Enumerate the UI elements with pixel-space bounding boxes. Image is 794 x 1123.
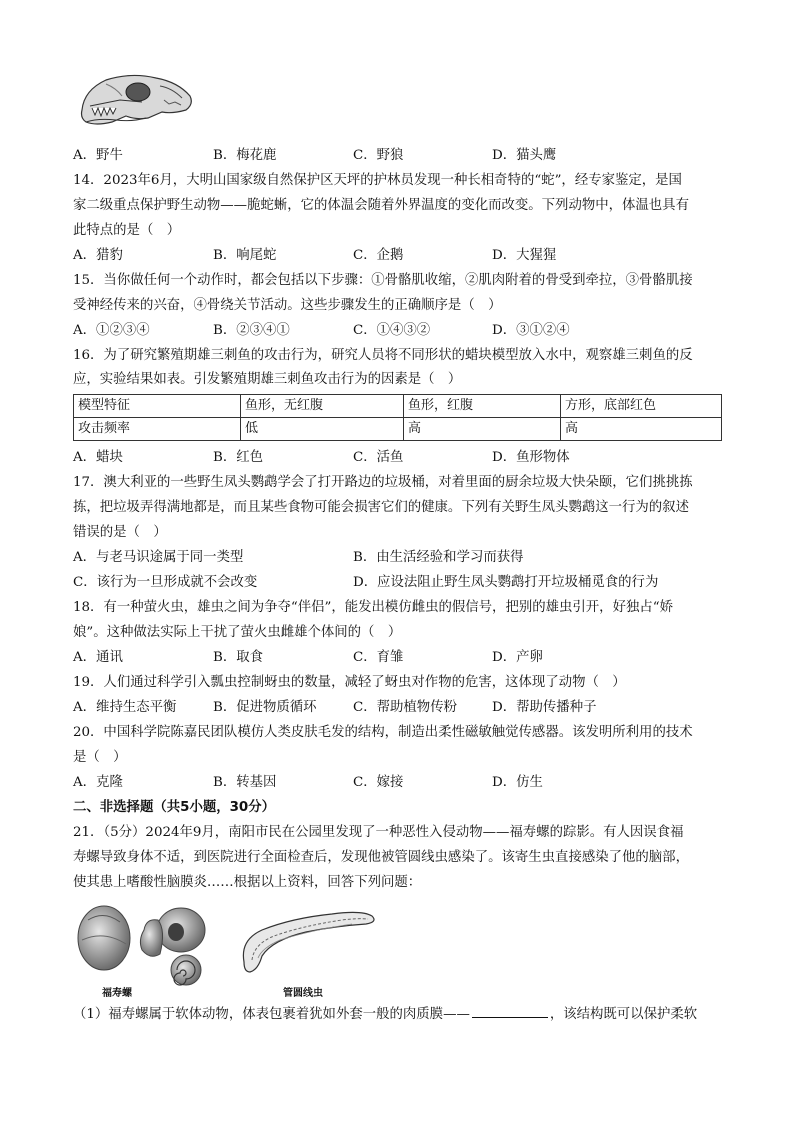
q18-options [73, 648, 733, 668]
q13-option-a[interactable]: A．野牛 [73, 148, 123, 163]
q18-option-d[interactable]: D．产卵 [492, 650, 543, 665]
q14-option-b[interactable]: B．响尾蛇 [213, 248, 277, 263]
q16-option-d[interactable]: D．鱼形物体 [492, 450, 570, 465]
q18-text-line-2: 娘”。这种做法实际上干扰了萤火虫雌雄个体间的（ ） [73, 625, 402, 640]
table-cell: 鱼形，红腹 [404, 395, 561, 418]
q17-option-b[interactable]: B．由生活经验和学习而获得 [353, 550, 524, 565]
q17-options-row-2 [73, 573, 733, 593]
q16-text-line-2: 应，实验结果如表。引发繁殖期雄三刺鱼攻击行为的因素是（ ） [73, 372, 462, 387]
q20-option-a[interactable]: A．克隆 [73, 775, 123, 790]
table-cell: 鱼形，无红腹 [241, 395, 404, 418]
q20-option-b[interactable]: B．转基因 [213, 775, 277, 790]
q17-options-row-1 [73, 548, 733, 568]
q14-text-line-1: 14．2023年6月，大明山国家级自然保护区天坪的护林员发现一种长相奇特的“蛇”，经专家鉴定，是国 [73, 173, 682, 188]
q21-sub1-text-before: （1）福寿螺属于软体动物，体表包裹着犹如外套一般的肉质膜—— [73, 1007, 470, 1022]
section-2-title: 二、非选择题（共5小题，30分） [73, 800, 276, 815]
q21-sub1-text-after: ，该结构既可以保护柔软 [549, 1007, 698, 1022]
q15-option-c[interactable]: C．①④③② [353, 323, 431, 338]
q15-option-b[interactable]: B．②③④① [213, 323, 290, 338]
q20-option-d[interactable]: D．仿生 [492, 775, 543, 790]
q19-option-c[interactable]: C．帮助植物传粉 [353, 700, 457, 715]
q21-text-line-1: 21．（5分）2024年9月，南阳市民在公园里发现了一种恶性入侵动物——福寿螺的踪影。有人因误食福 [73, 825, 684, 840]
q19-option-a[interactable]: A．维持生态平衡 [73, 700, 177, 715]
q15-option-a[interactable]: A．①②③④ [73, 323, 150, 338]
q18-option-a[interactable]: A．通讯 [73, 650, 123, 665]
q16-option-b[interactable]: B．红色 [213, 450, 264, 465]
q19-option-d[interactable]: D．帮助传播种子 [492, 700, 597, 715]
q18-option-b[interactable]: B．取食 [213, 650, 264, 665]
q17-text-line-2: 拣，把垃圾弄得满地都是，而且某些食物可能会损害它们的健康。下列有关野生凤头鹦鹉这一行为的叙述 [73, 500, 689, 515]
q21-sub1-line [73, 1003, 697, 1025]
q15-option-d[interactable]: D．③①②④ [492, 323, 570, 338]
q14-options [73, 246, 733, 266]
q17-text-line-3: 错误的是（ ） [73, 525, 167, 540]
q14-text-line-2: 家二级重点保护野生动物——脆蛇蜥，它的体温会随着外界温度的变化而改变。下列动物中，体温也具有 [73, 198, 689, 213]
table-cell: 低 [241, 418, 404, 441]
q16-option-c[interactable]: C．活鱼 [353, 450, 404, 465]
q18-text-line-1: 18．有一种萤火虫，雄虫之间为争夺“伴侣”，能发出模仿雌虫的假信号，把别的雄虫引开，好独占“娇 [73, 600, 673, 615]
q20-option-c[interactable]: C．嫁接 [353, 775, 404, 790]
q15-text-line-1: 15．当你做任何一个动作时，都会包括以下步骤：①骨骼肌收缩，②肌肉附着的骨受到牵拉，③骨骼肌接 [73, 273, 693, 288]
q21-text-line-3: 使其患上嗜酸性脑膜炎……根据以上资料，回答下列问题： [73, 875, 422, 890]
table-row [74, 418, 722, 441]
q21-text-line-2: 寿螺导致身体不适，到医院进行全面检查后，发现他被管圆线虫感染了。该寄生虫直接感染了他的脑部， [73, 850, 689, 865]
q20-options [73, 773, 733, 793]
q16-options [73, 448, 733, 468]
table-cell: 模型特征 [74, 395, 241, 418]
q20-text-line-2: 是（ ） [73, 750, 127, 765]
q17-option-d[interactable]: D．应设法阻止野生凤头鹦鹉打开垃圾桶觅食的行为 [353, 575, 659, 590]
q14-option-d[interactable]: D．大猩猩 [492, 248, 557, 263]
answer-blank[interactable] [472, 1003, 548, 1018]
apple-snail-caption: 福寿螺 [102, 988, 132, 999]
q15-text-line-2: 受神经传来的兴奋，④骨绕关节活动。这些步骤发生的正确顺序是（ ） [73, 298, 502, 313]
q13-option-c[interactable]: C．野狼 [353, 148, 404, 163]
q19-text-line-1: 19．人们通过科学引入瓢虫控制蚜虫的数量，减轻了蚜虫对作物的危害，这体现了动物（ ） [73, 675, 626, 690]
q18-option-c[interactable]: C．育雏 [353, 650, 404, 665]
q13-options [73, 146, 733, 166]
apple-snail-image [74, 900, 224, 988]
q15-options [73, 321, 733, 341]
q14-option-a[interactable]: A．猎豹 [73, 248, 123, 263]
experiment-table [73, 394, 722, 441]
q14-text-line-3: 此特点的是（ ） [73, 223, 181, 238]
table-row [74, 395, 722, 418]
angiostrongylus-worm-image [232, 900, 382, 980]
q14-option-c[interactable]: C．企鹅 [353, 248, 404, 263]
table-cell: 方形，底部红色 [561, 395, 722, 418]
angiostrongylus-worm-caption: 管圆线虫 [283, 988, 323, 999]
q20-text-line-1: 20．中国科学院陈嘉民团队模仿人类皮肤毛发的结构，制造出柔性磁敏触觉传感器。该发明所利用的技术 [73, 725, 693, 740]
animal-skull-image [76, 70, 196, 132]
q17-option-a[interactable]: A．与老马识途属于同一类型 [73, 550, 244, 565]
q13-option-b[interactable]: B．梅花鹿 [213, 148, 277, 163]
table-cell: 高 [404, 418, 561, 441]
table-cell: 高 [561, 418, 722, 441]
q16-text-line-1: 16．为了研究繁殖期雄三刺鱼的攻击行为，研究人员将不同形状的蜡块模型放入水中，观察雄三刺鱼的反 [73, 348, 693, 363]
q13-option-d[interactable]: D．猫头鹰 [492, 148, 557, 163]
q19-options [73, 698, 733, 718]
q19-option-b[interactable]: B．促进物质循环 [213, 700, 317, 715]
q17-option-c[interactable]: C．该行为一旦形成就不会改变 [73, 575, 258, 590]
q17-text-line-1: 17．澳大利亚的一些野生凤头鹦鹉学会了打开路边的垃圾桶，对着里面的厨余垃圾大快朵颐，它们挑挑拣 [73, 475, 693, 490]
q16-option-a[interactable]: A．蜡块 [73, 450, 123, 465]
table-cell: 攻击频率 [74, 418, 241, 441]
